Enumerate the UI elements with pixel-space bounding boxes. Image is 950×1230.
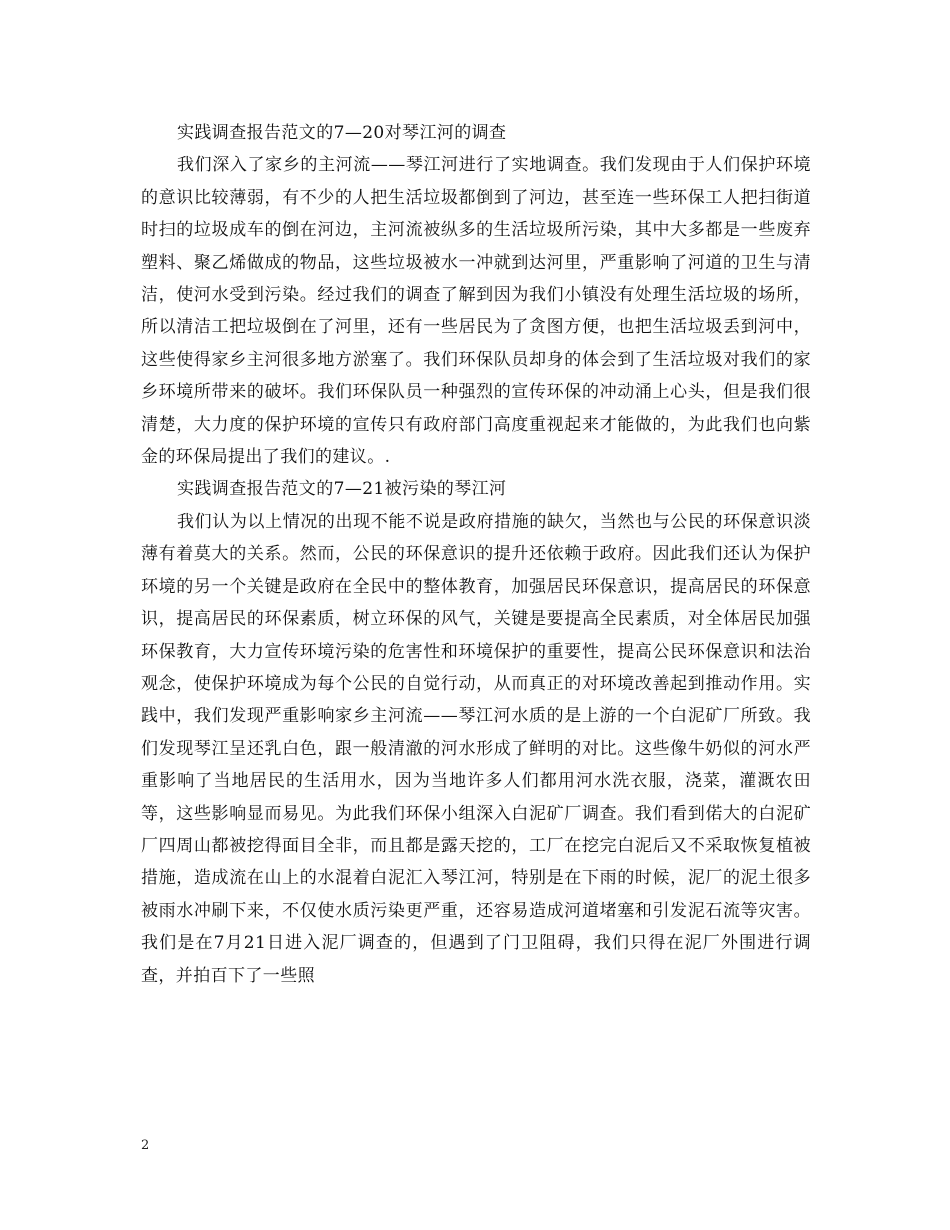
page-number: 2 bbox=[141, 1138, 150, 1153]
document-body bbox=[141, 117, 811, 992]
section-heading-7-21: 实践调查报告范文的7—21被污染的琴江河 bbox=[177, 479, 507, 500]
section-paragraph-7-20: 我们深入了家乡的主河流——琴江河进行了实地调查。我们发现由于人们保护环境的意识比较薄弱，有不少的人把生活垃圾都倒到了河边，甚至连一些环保工人把扫街道时扫的垃圾成车的倒在河边，主河流被纵多的生活垃圾所污染，其中大多都是一些废弃塑料、聚乙烯做成的物品，这些垃圾被水一冲就到达河里，严重影响了河道的卫生与清洁，使河水受到污染。经过我们的调查了解到因为我们小镇没有处理生活垃圾的场所，所以清洁工把垃圾倒在了河里，还有一些居民为了贪图方便，也把生活垃圾丢到河中，这些使得家乡主河很多地方淤塞了。我们环保队员却身的体会到了生活垃圾对我们的家乡环境所带来的破坏。我们环保队员一种强烈的宣传环保的冲动涌上心头，但是我们很清楚，大力度的保护环境的宣传只有政府部门高度重视起来才能做的，为此我们也向紫金的环保局提出了我们的建议。. bbox=[141, 155, 811, 468]
section-paragraph-7-21: 我们认为以上情况的出现不能不说是政府措施的缺欠，当然也与公民的环保意识淡薄有着莫大的关系。然而，公民的环保意识的提升还依赖于政府。因此我们还认为保护环境的另一个关键是政府在全民中的整体教育，加强居民环保意识，提高居民的环保意识，提高居民的环保素质，树立环保的风气，关键是要提高全民素质，对全体居民加强环保教育，大力宣传环境污染的危害性和环境保护的重要性，提高公民环保意识和法治观念，使保护环境成为每个公民的自觉行动，从而真正的对环境改善起到推动作用。实践中，我们发现严重影响家乡主河流——琴江河水质的是上游的一个白泥矿厂所致。我们发现琴江呈还乳白色，跟一般清澈的河水形成了鲜明的对比。这些像牛奶似的河水严重影响了当地居民的生活用水，因为当地许多人们都用河水洗衣服，浇菜，灌溉农田等，这些影响显而易见。为此我们环保小组深入白泥矿厂调查。我们看到偌大的白泥矿厂四周山都被挖得面目全非，而且都是露天挖的，工厂在挖完白泥后又不采取恢复植被措施，造成流在山上的水混着白泥汇入琴江河，特别是在下雨的时候，泥厂的泥土很多被雨水冲刷下来，不仅使水质污染更严重，还容易造成河道堵塞和引发泥石流等灾害。我们是在7月21日进入泥厂调查的，但遇到了门卫阻碍，我们只得在泥厂外围进行调查，并拍百下了一些照 bbox=[141, 511, 811, 986]
section-heading-7-20: 实践调查报告范文的7—20对琴江河的调查 bbox=[177, 123, 507, 143]
